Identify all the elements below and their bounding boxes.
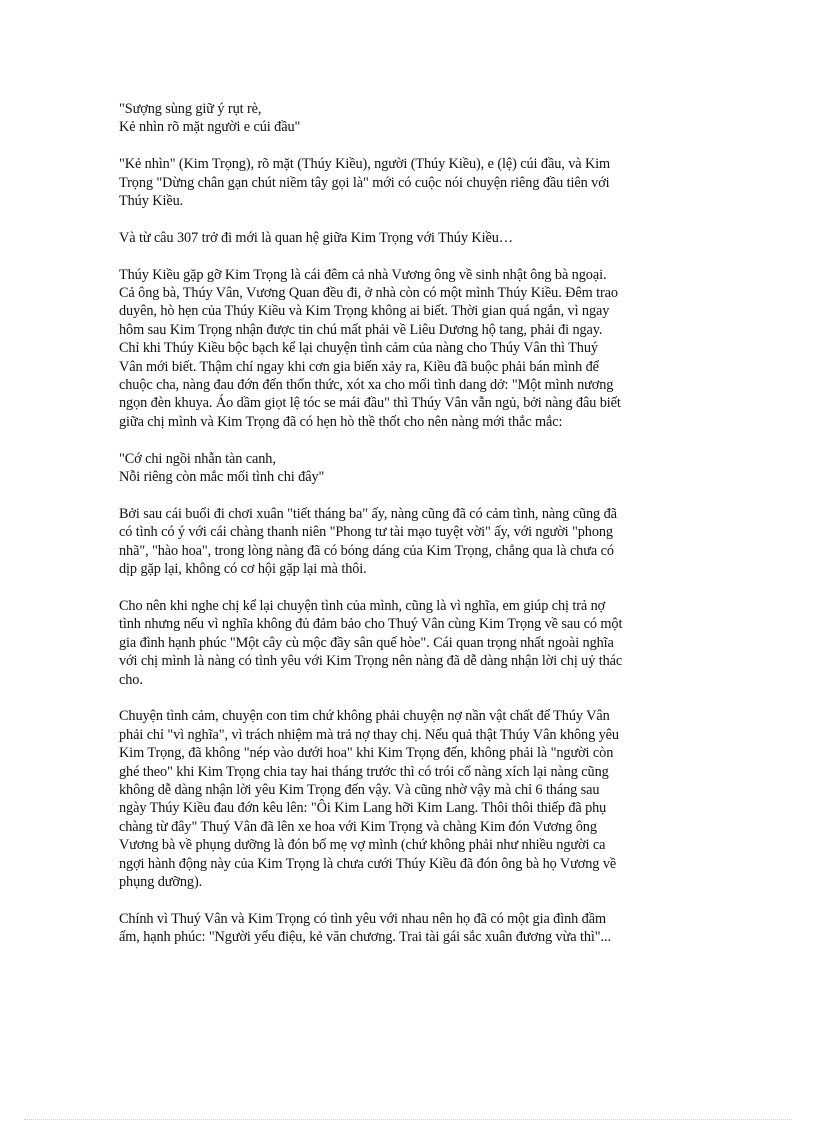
paragraph bbox=[119, 229, 699, 247]
text-line: "Kẻ nhìn" (Kim Trọng), rõ mặt (Thúy Kiều), người (Thúy Kiều), e (lệ) cúi đầu, và Kim bbox=[119, 156, 611, 173]
paragraph bbox=[119, 910, 699, 947]
text-line: phải chỉ "vì nghĩa", vì trách nhiệm mà trả nợ thay chị. Nếu quả thật Thúy Vân không yêu bbox=[119, 726, 619, 743]
paragraph bbox=[119, 707, 699, 891]
text-line: Vân mới biết. Thậm chí ngay khi cơn gia biến xảy ra, Kiều đã buộc phải bán mình để bbox=[119, 358, 599, 375]
text-line: Chính vì Thuý Vân và Kim Trọng có tình yêu với nhau nên họ đã có một gia đình đầm bbox=[119, 910, 606, 927]
text-line: phụng dưỡng). bbox=[119, 873, 203, 890]
text-line: gia đình hạnh phúc "Một cây cù mộc đầy sân quế hòe". Cái quan trọng nhất ngoài nghĩa bbox=[119, 634, 614, 651]
text-line: "Sượng sùng giữ ý rụt rè, bbox=[119, 101, 262, 117]
text-line: tình nhưng nếu vì nghĩa không đủ đảm bảo cho Thuý Vân cùng Kim Trọng về sau có một bbox=[119, 616, 623, 633]
text-line: Bởi sau cái buổi đi chơi xuân "tiết tháng ba" ấy, nàng cũng đã có cảm tình, nàng cũng đã bbox=[119, 505, 617, 522]
text-line: ngọn đèn khuya. Áo dầm giọt lệ tóc se mái đầu" thì Thúy Vân vẫn ngủ, bởi nàng đâu biết bbox=[119, 395, 621, 412]
text-line: cho. bbox=[119, 671, 143, 688]
text-line: Cả ông bà, Thúy Vân, Vương Quan đều đi, ở nhà còn có một mình Thúy Kiều. Đêm trao bbox=[119, 285, 618, 302]
text-line: Cho nên khi nghe chị kể lại chuyện tình của mình, cũng là vì nghĩa, em giúp chị trả nợ bbox=[119, 597, 606, 614]
text-line: ghé theo" khi Kim Trọng chia tay hai tháng trước thì có trói cổ nàng xích lại nàng cũng bbox=[119, 763, 609, 780]
text-line: Kim Trọng, đã không "nép vào dưới hoa" khi Kim Trọng đến, không phải là "người còn bbox=[119, 745, 614, 762]
text-line: Vương bà về phụng dưỡng là đón bố mẹ vợ mình (chứ không phải như nhiều người ca bbox=[119, 837, 606, 854]
text-line: chàng từ đây" Thuý Vân đã lên xe hoa với Kim Trọng và chàng Kim đón Vương ông bbox=[119, 818, 597, 835]
text-line: chuộc cha, nàng đau đớn đến thổn thức, xót xa cho mối tình dang dở: "Một mình nương bbox=[119, 377, 614, 394]
paragraph bbox=[119, 450, 699, 487]
text-line: ngày Thúy Kiều đau đớn kêu lên: "Ôi Kim Lang hỡi Kim Lang. Thôi thôi thiếp đã phụ bbox=[119, 800, 607, 817]
text-line: ấm, hạnh phúc: "Người yểu điệu, kẻ văn chương. Trai tài gái sắc xuân đương vừa thì"... bbox=[119, 929, 611, 946]
paragraph bbox=[119, 597, 699, 689]
text-line: với chị mình là nàng có tình yêu với Kim Trọng nên nàng đã dễ dàng nhận lời chị uỷ thác bbox=[119, 653, 623, 670]
text-line: có tình có ý với cái chàng thanh niên "Phong tư tài mạo tuyệt vời" ấy, với người "phong bbox=[119, 524, 613, 541]
text-line: Chuyện tình cảm, chuyện con tim chứ không phải chuyện nợ nần vật chất để Thúy Vân bbox=[119, 708, 610, 725]
text-line: Kẻ nhìn rõ mặt người e cúi đầu" bbox=[119, 119, 301, 136]
text-line: ngợi hành động này của Kim Trọng là chưa cưới Thúy Kiều đã đón ông bà họ Vương về bbox=[119, 855, 617, 872]
text-line: Chỉ khi Thúy Kiều bộc bạch kể lại chuyện tình cảm của nàng cho Thúy Vân thì Thuý bbox=[119, 340, 598, 357]
text-line: nhã", "hào hoa", trong lòng nàng đã có bóng dáng của Kim Trọng, chẳng qua là chưa có bbox=[119, 542, 614, 559]
text-line: dịp gặp lại, không có cơ hội gặp lại mà thôi. bbox=[119, 561, 367, 578]
text-line: Thúy Kiều. bbox=[119, 193, 184, 210]
text-line: giữa chị mình và Kim Trọng đã có hẹn hò thề thốt cho nên nàng mới thắc mắc: bbox=[119, 413, 563, 430]
text-line: duyên, hò hẹn của Thúy Kiều và Kim Trọng không ai biết. Thời gian quá ngắn, vì ngay bbox=[119, 303, 610, 320]
paragraph bbox=[119, 100, 699, 137]
text-line: hôm sau Kim Trọng nhận được tin chú mất phải về Liêu Dương hộ tang, phải đi ngay. bbox=[119, 321, 603, 338]
paragraph bbox=[119, 266, 699, 432]
text-line: Thúy Kiều gặp gỡ Kim Trọng là cái đêm cả nhà Vương ông về sinh nhật ông bà ngoại. bbox=[119, 266, 607, 283]
paragraph bbox=[119, 155, 699, 210]
text-line: Và từ câu 307 trở đi mới là quan hệ giữa Kim Trọng với Thúy Kiều… bbox=[119, 229, 513, 246]
text-line: Trọng "Dừng chân gạn chút niềm tây gọi là" mới có cuộc nói chuyện riêng đầu tiên với bbox=[119, 174, 610, 191]
document-body bbox=[119, 100, 699, 965]
page-bottom-rule bbox=[24, 1119, 792, 1120]
text-line: "Cớ chi ngồi nhẫn tàn canh, bbox=[119, 450, 276, 467]
text-line: Nỗi riêng còn mắc mối tình chi đây" bbox=[119, 469, 325, 486]
paragraph bbox=[119, 505, 699, 579]
text-line: không dễ dàng nhận lời yêu Kim Trọng đến vậy. Và cũng nhờ vậy mà chỉ 6 tháng sau bbox=[119, 781, 600, 798]
